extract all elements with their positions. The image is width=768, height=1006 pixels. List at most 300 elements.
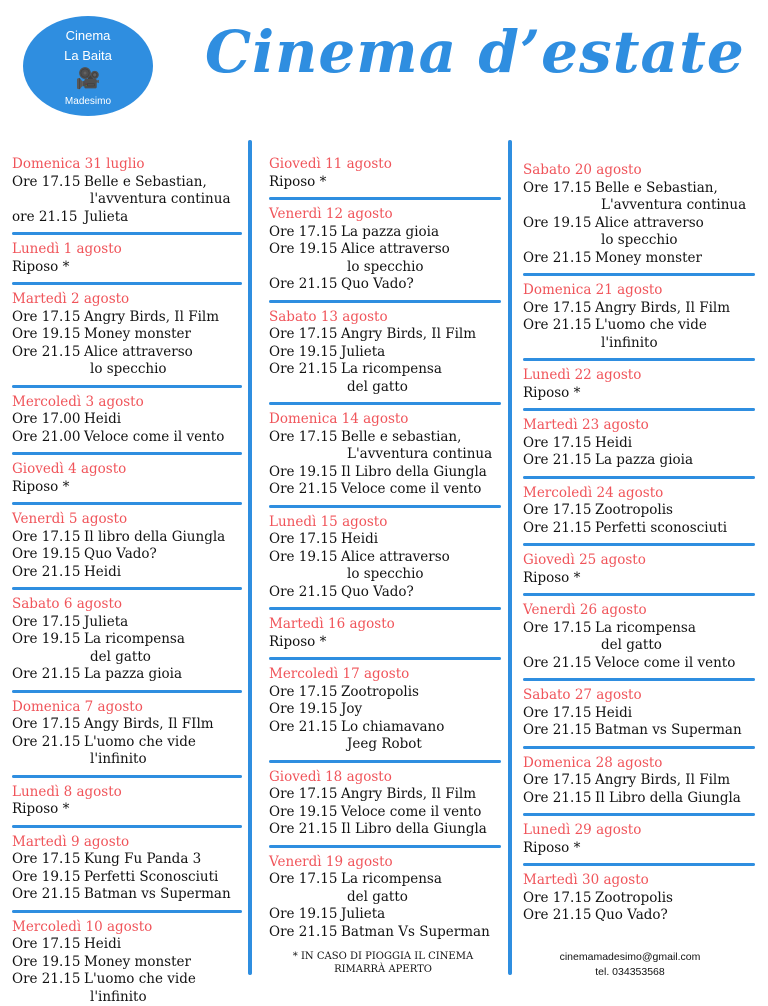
movie-title: del gatto (595, 637, 755, 655)
showtime: Ore 17.00 (12, 411, 84, 429)
note-line: RIMARRÀ APERTO (278, 963, 488, 976)
showtime-row (12, 309, 242, 327)
showtime-row (12, 734, 242, 752)
showtime-row (269, 481, 501, 499)
showtime: Ore 17.15 (269, 531, 341, 549)
movie-title: Julieta (341, 344, 501, 362)
showtime-row (269, 786, 501, 804)
day-label: Lunedì 22 agosto (523, 367, 755, 385)
day-block (269, 514, 501, 602)
day-block (523, 162, 755, 267)
showtime-row (523, 637, 755, 655)
day-separator (523, 678, 755, 681)
movie-title: Il Libro della Giungla (595, 790, 755, 808)
showtime: Ore 19.15 (269, 804, 341, 822)
showtime: Riposo * (269, 634, 326, 652)
schedule-column-1 (12, 156, 242, 1006)
showtime-row (523, 705, 755, 723)
movie-title: Perfetti sconosciuti (595, 520, 755, 538)
day-block (269, 411, 501, 499)
showtime: Ore 21.00 (12, 429, 84, 447)
showtime: Ore 19.15 (12, 631, 84, 649)
showtime-row (269, 871, 501, 889)
showtime: Ore 19.15 (269, 344, 341, 362)
showtime: Ore 21.15 (523, 317, 595, 335)
movie-title: La pazza gioia (84, 666, 242, 684)
movie-title: Belle e Sebastian, (595, 180, 755, 198)
movie-title: del gatto (84, 649, 242, 667)
showtime-row (269, 924, 501, 942)
movie-title: L'uomo che vide (84, 734, 242, 752)
day-label: Lunedì 8 agosto (12, 784, 242, 802)
page-title: Cinema d’estate (205, 18, 745, 86)
showtime-row (12, 666, 242, 684)
showtime (12, 361, 84, 379)
day-label: Lunedì 29 agosto (523, 822, 755, 840)
showtime: Ore 19.15 (523, 215, 595, 233)
movie-title: del gatto (341, 379, 501, 397)
showtime-row (12, 954, 242, 972)
showtime: Ore 17.15 (523, 705, 595, 723)
day-block (523, 822, 755, 857)
day-separator (12, 452, 242, 455)
showtime-row (269, 259, 501, 277)
day-block (523, 552, 755, 587)
day-label: Domenica 28 agosto (523, 755, 755, 773)
movie-title: L'uomo che vide (595, 317, 755, 335)
movie-title: Batman Vs Superman (341, 924, 501, 942)
showtime (269, 889, 341, 907)
showtime: Ore 21.15 (269, 276, 341, 294)
day-separator (12, 587, 242, 590)
schedule-column-3 (523, 162, 755, 925)
day-separator (12, 232, 242, 235)
showtime: Ore 21.15 (269, 719, 341, 737)
day-block (269, 616, 501, 651)
movie-title: La ricompensa (84, 631, 242, 649)
day-separator (12, 775, 242, 778)
day-block (12, 394, 242, 447)
movie-title: La pazza gioia (595, 452, 755, 470)
movie-title: l'avventura continua (84, 191, 242, 209)
showtime: Ore 17.15 (12, 614, 84, 632)
showtime-row (523, 435, 755, 453)
day-label: Venerdì 5 agosto (12, 511, 242, 529)
movie-title (326, 634, 501, 652)
day-block (12, 699, 242, 769)
movie-title: L'avventura continua (595, 197, 755, 215)
day-separator (523, 593, 755, 596)
showtime: Riposo * (12, 801, 69, 819)
showtime: Ore 17.15 (269, 871, 341, 889)
showtime-row (269, 224, 501, 242)
column-divider (508, 140, 512, 975)
showtime-row (523, 907, 755, 925)
day-block (269, 769, 501, 839)
day-block (12, 919, 242, 1006)
showtime: Ore 21.15 (523, 722, 595, 740)
day-block (269, 309, 501, 397)
movie-title: Il Libro della Giungla (341, 821, 501, 839)
day-separator (12, 910, 242, 913)
movie-title: lo specchio (341, 566, 501, 584)
showtime-row (523, 317, 755, 335)
day-separator (523, 863, 755, 866)
showtime: Ore 17.15 (523, 502, 595, 520)
movie-title: Veloce come il vento (595, 655, 755, 673)
day-block (12, 784, 242, 819)
day-label: Mercoledì 3 agosto (12, 394, 242, 412)
day-block (523, 417, 755, 470)
showtime-row (269, 549, 501, 567)
day-label: Domenica 21 agosto (523, 282, 755, 300)
showtime (12, 989, 84, 1006)
showtime (269, 259, 341, 277)
movie-title (580, 840, 755, 858)
showtime: Ore 21.15 (523, 907, 595, 925)
showtime (269, 446, 341, 464)
movie-title: Zootropolis (341, 684, 501, 702)
day-label: Martedì 30 agosto (523, 872, 755, 890)
day-block (12, 596, 242, 684)
day-block (269, 206, 501, 294)
movie-title: Batman vs Superman (595, 722, 755, 740)
showtime: Ore 21.15 (269, 584, 341, 602)
showtime: Ore 19.15 (269, 701, 341, 719)
day-label: Venerdì 19 agosto (269, 854, 501, 872)
showtime-row (12, 886, 242, 904)
movie-title: La pazza gioia (341, 224, 501, 242)
movie-title: Angy Birds, Il FIlm (84, 716, 242, 734)
movie-title: La ricompensa (595, 620, 755, 638)
showtime: Riposo * (523, 385, 580, 403)
movie-title: Alice attraverso (84, 344, 242, 362)
day-separator (523, 476, 755, 479)
showtime: Ore 17.15 (523, 620, 595, 638)
logo-line-3: Madesimo (23, 96, 153, 107)
movie-title: Angry Birds, Il Film (595, 300, 755, 318)
movie-title: Quo Vado? (341, 276, 501, 294)
day-block (269, 156, 501, 191)
showtime: Ore 21.15 (12, 886, 84, 904)
day-label: Martedì 9 agosto (12, 834, 242, 852)
day-label: Domenica 31 luglio (12, 156, 242, 174)
showtime-row (523, 335, 755, 353)
movie-title (580, 570, 755, 588)
showtime-row (12, 546, 242, 564)
showtime: Ore 19.15 (12, 546, 84, 564)
movie-title: L'avventura continua (341, 446, 501, 464)
showtime: Ore 21.15 (12, 734, 84, 752)
day-separator (12, 385, 242, 388)
day-separator (269, 402, 501, 405)
day-label: Mercoledì 10 agosto (12, 919, 242, 937)
showtime: ore 21.15 (12, 209, 84, 227)
day-separator (523, 408, 755, 411)
showtime: Ore 21.15 (12, 971, 84, 989)
column-divider (248, 140, 252, 975)
movie-title: Heidi (341, 531, 501, 549)
showtime: Riposo * (269, 174, 326, 192)
movie-title: Heidi (84, 411, 242, 429)
day-separator (269, 845, 501, 848)
showtime: Ore 17.15 (269, 786, 341, 804)
day-label: Venerdì 12 agosto (269, 206, 501, 224)
showtime (523, 637, 595, 655)
day-label: Martedì 16 agosto (269, 616, 501, 634)
movie-title (326, 174, 501, 192)
showtime-row (523, 452, 755, 470)
movie-title: Batman vs Superman (84, 886, 242, 904)
day-block (523, 367, 755, 402)
note-line: * IN CASO DI PIOGGIA IL CINEMA (278, 950, 488, 963)
showtime: Ore 21.15 (12, 344, 84, 362)
day-label: Sabato 13 agosto (269, 309, 501, 327)
day-separator (523, 273, 755, 276)
showtime: Ore 17.15 (269, 684, 341, 702)
showtime (12, 649, 84, 667)
movie-title: del gatto (341, 889, 501, 907)
movie-title: Belle e Sebastian, (84, 174, 242, 192)
showtime-row (12, 209, 242, 227)
day-label: Mercoledì 24 agosto (523, 485, 755, 503)
movie-title: Angry Birds, Il Film (84, 309, 242, 327)
day-separator (269, 657, 501, 660)
showtime (269, 379, 341, 397)
showtime: Ore 19.15 (12, 326, 84, 344)
showtime: Riposo * (523, 570, 580, 588)
movie-title: Lo chiamavano (341, 719, 501, 737)
day-block (523, 872, 755, 925)
showtime: Ore 17.15 (12, 309, 84, 327)
showtime-row (523, 250, 755, 268)
movie-title: Alice attraverso (341, 549, 501, 567)
showtime-row (523, 722, 755, 740)
showtime: Ore 21.15 (269, 924, 341, 942)
showtime: Ore 17.15 (523, 300, 595, 318)
showtime-row (12, 429, 242, 447)
movie-title: Heidi (595, 435, 755, 453)
contact-info (535, 950, 725, 980)
showtime-row (12, 174, 242, 192)
day-label: Lunedì 15 agosto (269, 514, 501, 532)
showtime: Ore 17.15 (523, 180, 595, 198)
movie-title: La ricompensa (341, 871, 501, 889)
showtime (523, 335, 595, 353)
showtime-row (523, 790, 755, 808)
showtime: Ore 17.15 (269, 224, 341, 242)
showtime-row (12, 851, 242, 869)
movie-title: Il libro della Giungla (84, 529, 242, 547)
day-block (523, 687, 755, 740)
day-label: Giovedì 25 agosto (523, 552, 755, 570)
showtime-row (523, 655, 755, 673)
day-block (12, 511, 242, 581)
movie-title (69, 259, 242, 277)
day-block (269, 854, 501, 942)
movie-title: Julieta (84, 209, 242, 227)
movie-title: Veloce come il vento (341, 804, 501, 822)
logo-line-1: Cinema (23, 28, 153, 43)
showtime-row (523, 197, 755, 215)
showtime-row (12, 751, 242, 769)
movie-title: Veloce come il vento (84, 429, 242, 447)
day-block (12, 291, 242, 379)
showtime-row (269, 906, 501, 924)
showtime-row (269, 634, 501, 652)
showtime: Ore 17.15 (12, 851, 84, 869)
movie-title: La ricompensa (341, 361, 501, 379)
showtime: Ore 19.15 (12, 954, 84, 972)
movie-title: lo specchio (341, 259, 501, 277)
showtime-row (523, 570, 755, 588)
contact-email: cinemamadesimo@gmail.com (535, 950, 725, 965)
showtime: Ore 21.15 (523, 250, 595, 268)
day-label: Giovedì 4 agosto (12, 461, 242, 479)
showtime-row (12, 479, 242, 497)
showtime: Ore 17.15 (523, 890, 595, 908)
movie-title: Jeeg Robot (341, 736, 501, 754)
day-separator (12, 282, 242, 285)
showtime: Ore 21.15 (523, 520, 595, 538)
day-label: Domenica 7 agosto (12, 699, 242, 717)
film-camera-icon: 🎥 (23, 66, 153, 91)
showtime-row (12, 411, 242, 429)
showtime: Ore 21.15 (269, 821, 341, 839)
showtime-row (12, 649, 242, 667)
showtime-row (12, 989, 242, 1006)
showtime-row (269, 736, 501, 754)
movie-title: Quo Vado? (341, 584, 501, 602)
movie-title: Julieta (84, 614, 242, 632)
movie-title: Joy (341, 701, 501, 719)
showtime: Ore 21.15 (269, 361, 341, 379)
showtime: Ore 17.15 (523, 435, 595, 453)
showtime: Riposo * (523, 840, 580, 858)
showtime-row (269, 326, 501, 344)
showtime: Ore 19.15 (12, 869, 84, 887)
showtime-row (269, 379, 501, 397)
showtime: Ore 17.15 (523, 772, 595, 790)
showtime: Ore 21.15 (12, 564, 84, 582)
showtime (523, 232, 595, 250)
showtime-row (523, 772, 755, 790)
day-separator (269, 607, 501, 610)
day-separator (269, 505, 501, 508)
showtime: Ore 19.15 (269, 464, 341, 482)
day-block (523, 282, 755, 352)
showtime-row (269, 174, 501, 192)
movie-title: Veloce come il vento (341, 481, 501, 499)
day-block (523, 755, 755, 808)
day-block (12, 241, 242, 276)
movie-title (580, 385, 755, 403)
showtime (269, 566, 341, 584)
showtime-row (12, 631, 242, 649)
day-label: Sabato 20 agosto (523, 162, 755, 180)
movie-title: Quo Vado? (84, 546, 242, 564)
showtime-row (12, 801, 242, 819)
movie-title (69, 801, 242, 819)
day-label: Lunedì 1 agosto (12, 241, 242, 259)
day-label: Domenica 14 agosto (269, 411, 501, 429)
day-label: Giovedì 11 agosto (269, 156, 501, 174)
movie-title: Zootropolis (595, 890, 755, 908)
day-separator (269, 760, 501, 763)
showtime: Ore 17.15 (12, 936, 84, 954)
showtime-row (269, 241, 501, 259)
showtime: Ore 19.15 (269, 241, 341, 259)
showtime-row (12, 716, 242, 734)
logo-line-2: La Baita (23, 48, 153, 63)
movie-title: Angry Birds, Il Film (595, 772, 755, 790)
movie-title: l'infinito (84, 751, 242, 769)
showtime-row (523, 300, 755, 318)
showtime: Ore 19.15 (269, 906, 341, 924)
movie-title: Julieta (341, 906, 501, 924)
showtime-row (269, 684, 501, 702)
showtime: Ore 21.15 (523, 655, 595, 673)
movie-title: lo specchio (84, 361, 242, 379)
showtime: Ore 21.15 (523, 452, 595, 470)
showtime-row (269, 531, 501, 549)
movie-title: Money monster (595, 250, 755, 268)
showtime: Riposo * (12, 479, 69, 497)
movie-title: Zootropolis (595, 502, 755, 520)
showtime-row (12, 564, 242, 582)
showtime-row (269, 804, 501, 822)
showtime-row (523, 215, 755, 233)
showtime-row (12, 869, 242, 887)
showtime-row (523, 520, 755, 538)
showtime-row (12, 971, 242, 989)
day-separator (12, 502, 242, 505)
showtime: Ore 21.15 (523, 790, 595, 808)
showtime-row (269, 276, 501, 294)
day-label: Martedì 23 agosto (523, 417, 755, 435)
showtime-row (523, 620, 755, 638)
movie-title: Quo Vado? (595, 907, 755, 925)
movie-title: Heidi (595, 705, 755, 723)
showtime: Riposo * (12, 259, 69, 277)
day-label: Martedì 2 agosto (12, 291, 242, 309)
movie-title: Angry Birds, Il Film (341, 326, 501, 344)
showtime (523, 197, 595, 215)
movie-title: L'uomo che vide (84, 971, 242, 989)
movie-title: Kung Fu Panda 3 (84, 851, 242, 869)
showtime-row (269, 361, 501, 379)
showtime (269, 736, 341, 754)
showtime-row (12, 529, 242, 547)
day-separator (12, 825, 242, 828)
movie-title: Money monster (84, 326, 242, 344)
day-block (523, 485, 755, 538)
showtime-row (269, 464, 501, 482)
movie-title: l'infinito (84, 989, 242, 1006)
showtime-row (12, 191, 242, 209)
contact-phone: tel. 034353568 (535, 965, 725, 980)
cinema-logo (23, 16, 153, 116)
day-label: Sabato 27 agosto (523, 687, 755, 705)
movie-title: Heidi (84, 564, 242, 582)
showtime-row (523, 890, 755, 908)
showtime-row (12, 344, 242, 362)
showtime-row (269, 566, 501, 584)
movie-title: Alice attraverso (341, 241, 501, 259)
showtime (12, 191, 84, 209)
day-separator (523, 543, 755, 546)
day-separator (269, 300, 501, 303)
